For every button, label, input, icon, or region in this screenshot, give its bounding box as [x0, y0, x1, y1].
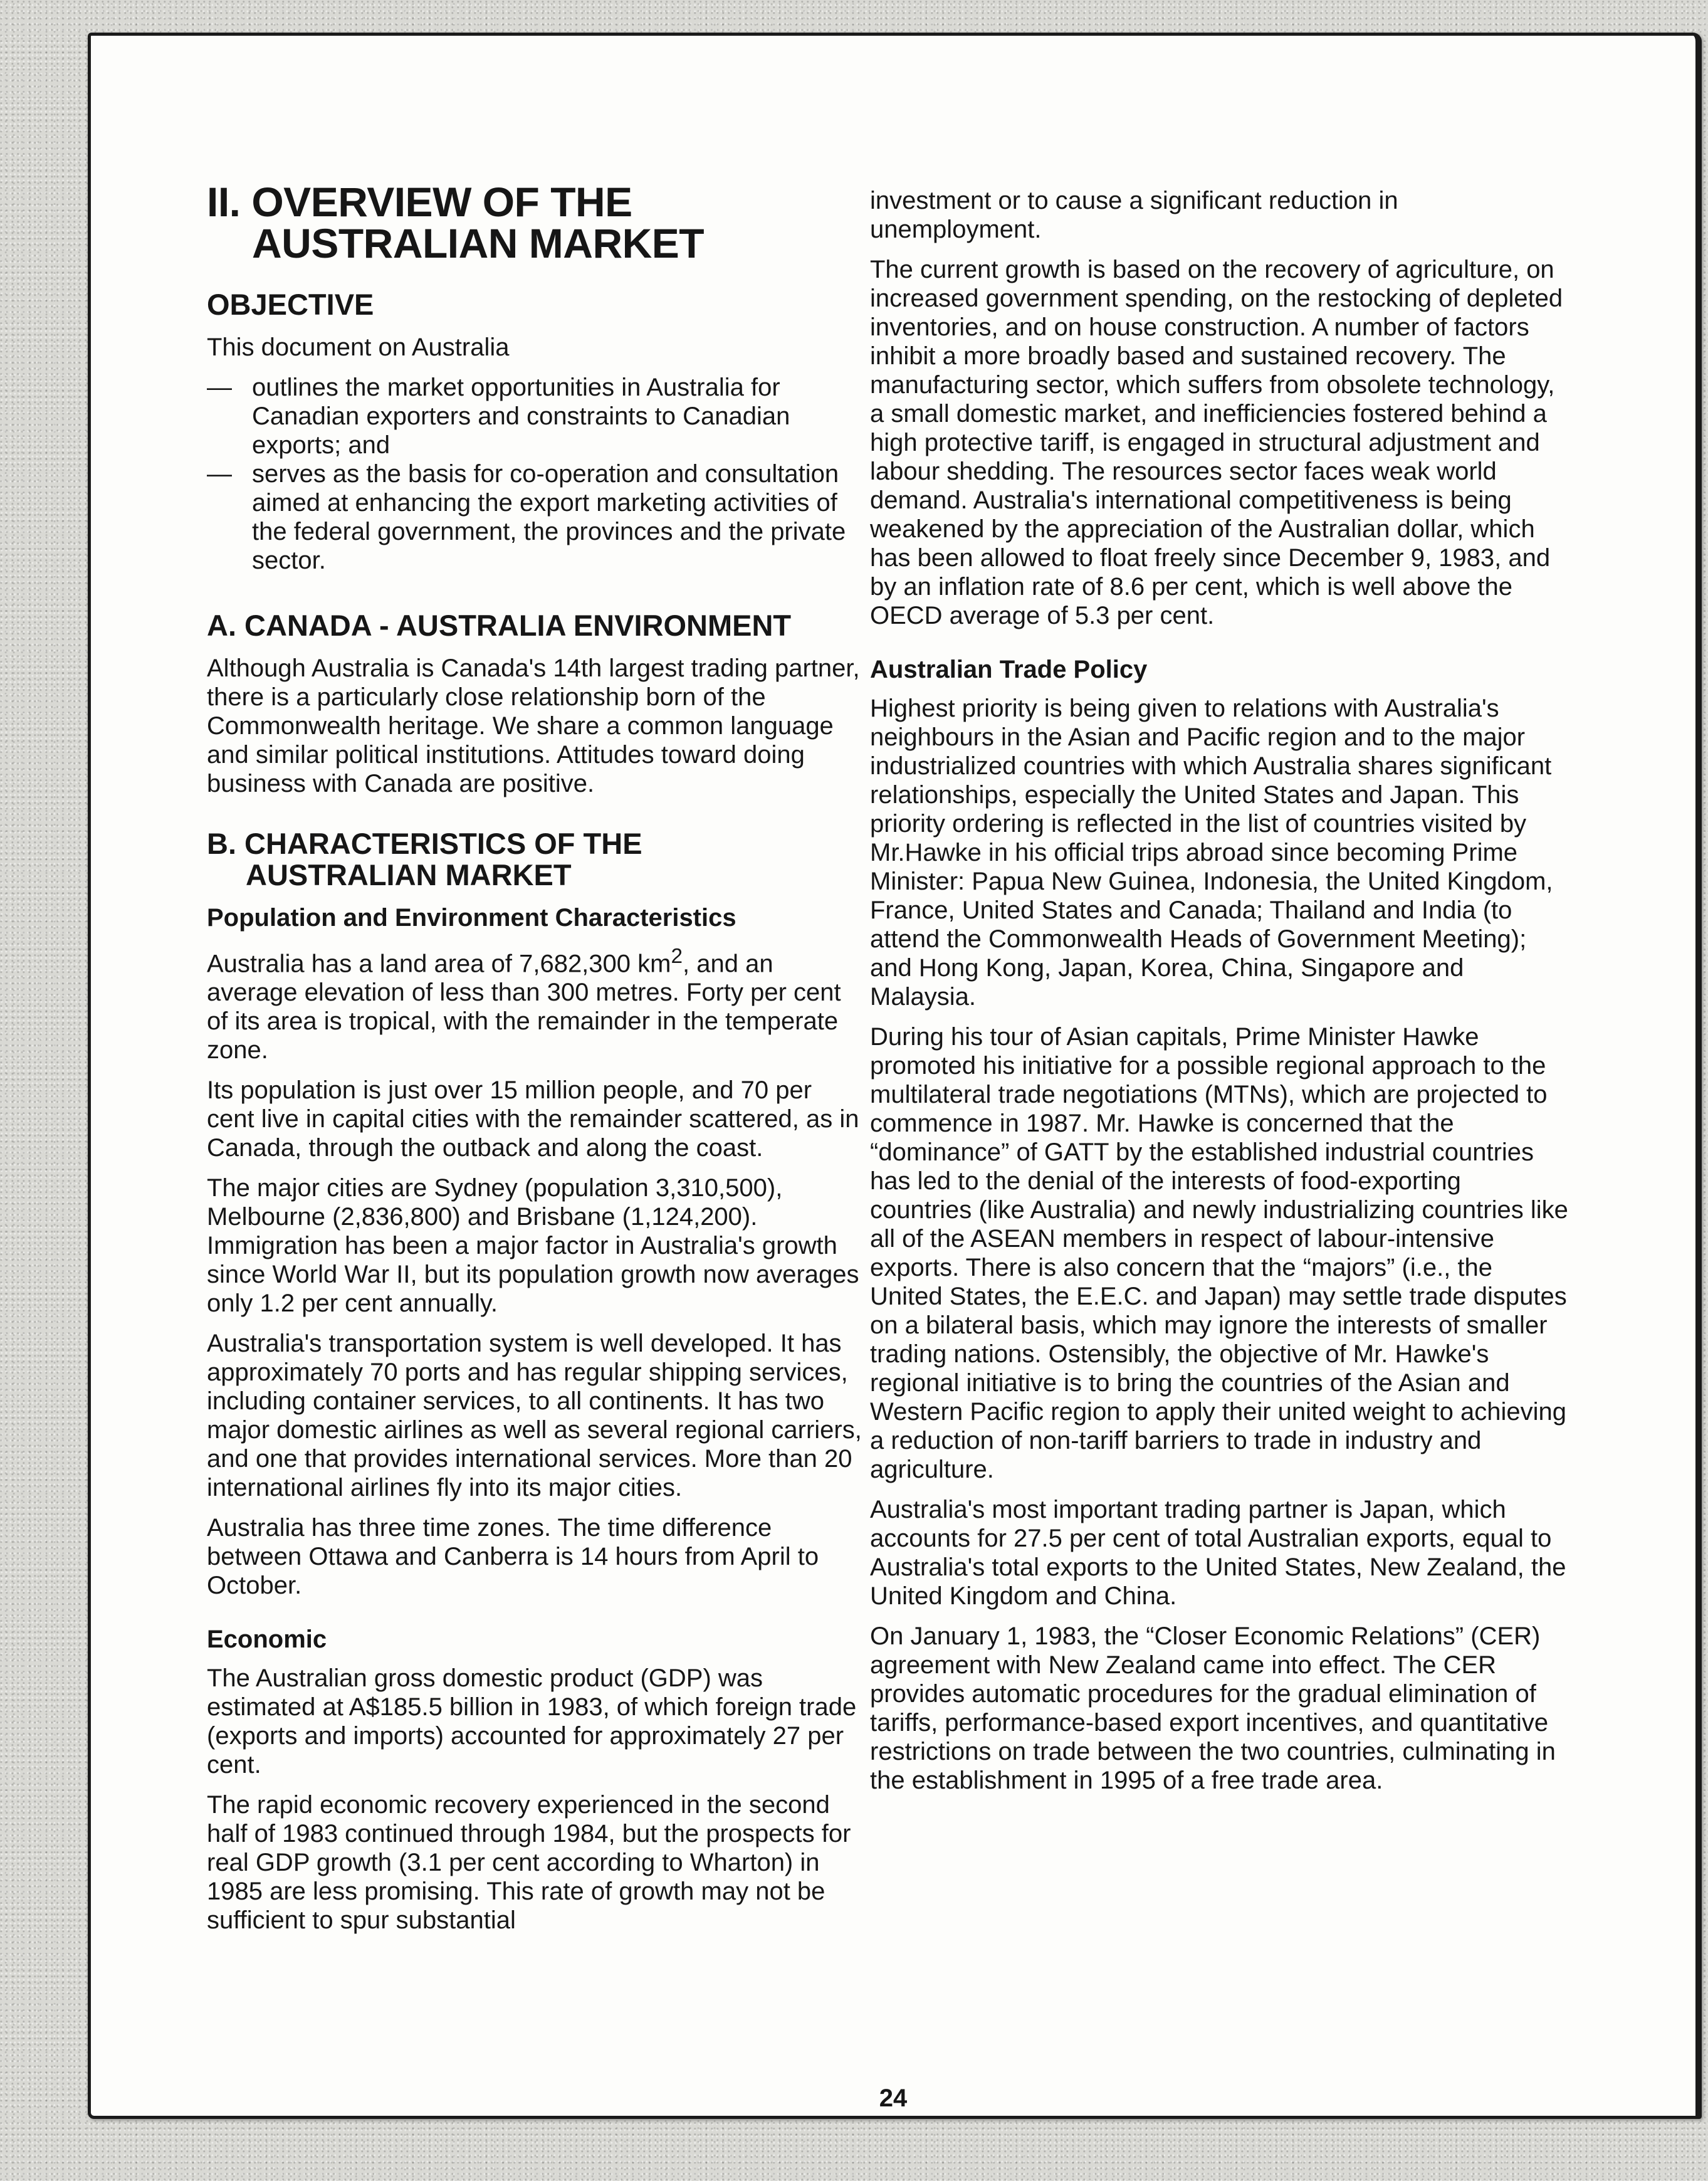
- right-column: [870, 186, 1569, 1806]
- economic-paragraph-3: The current growth is based on the recovery of agriculture, on increased government spending, on the restocking of depleted inventories, and on house construction. A number of factors inhibit a more broadly based and sustained recovery. The manufacturing sector, which suffers from obsolete technology, a small domestic market, and inefficiencies fostered behind a high protective tariff, is engaged in structural adjustment and labour shedding. The resources sector faces weak world demand. Australia's international competitiveness is being weakened by the appreciation of the Australian dollar, which has been allowed to float freely since December 9, 1983, and by an inflation rate of 8.6 per cent, which is well above the OECD average of 5.3 per cent.: [870, 256, 1563, 629]
- population-paragraph-4: Australia's transportation system is well developed. It has approximately 70 ports and has regular shipping services, including container services, to all continents. It has two major domestic airlines as well as several regional carriers, and one that provides international services. More than 20 international airlines fly into its major cities.: [207, 1330, 862, 1502]
- objective-item-2: — serves as the basis for co-operation and consultation aimed at enhancing the export marketing activities of the federal government, the provinces and the private sector.: [207, 460, 865, 575]
- economic-heading: Economic: [207, 1626, 327, 1654]
- economic-paragraph-2: The rapid economic recovery experienced in the second half of 1983 continued through 1984, but the prospects for real GDP growth (3.1 per cent according to Wharton) in 1985 are less promising. This rate of growth may not be sufficient to spur substantial: [207, 1791, 851, 1935]
- trade-policy-paragraph-4: On January 1, 1983, the “Closer Economic Relations” (CER) agreement with New Zealand came into effect. The CER provides automatic procedures for the gradual elimination of tariffs, performance-based export incentives, and quantitative restrictions on trade between the two countries, culminating in the establishment in 1995 of a free trade area.: [870, 1622, 1556, 1794]
- objective-intro: This document on Australia: [207, 334, 510, 361]
- title-line-2: AUSTRALIAN MARKET: [252, 220, 705, 266]
- economic-paragraph-1: The Australian gross domestic product (GDP) was estimated at A$185.5 billion in 1983, of which foreign trade (exports and imports) accounted for approximately 27 per cent.: [207, 1664, 857, 1779]
- objective-list: [207, 373, 865, 575]
- population-p1-superscript: 2: [671, 945, 683, 968]
- title-line-1: II. OVERVIEW OF THE: [207, 179, 632, 225]
- population-heading: Population and Environment Characteristics: [207, 904, 736, 932]
- section-a-heading: A. CANADA - AUSTRALIA ENVIRONMENT: [207, 609, 792, 642]
- trade-policy-paragraph-2: During his tour of Asian capitals, Prime Minister Hawke promoted his initiative for a possible regional approach to the multilateral trade negotiations (MTNs), which are projected to commence in 1987. Mr. Hawke is concerned that the “dominance” of GATT by the established industrial countries has led to the denial of the interests of food-exporting countries (like Australia) and newly industrializing countries like all of the ASEAN members in respect of labour-intensive exports. There is also concern that the “majors” (i.e., the United States, the E.E.C. and Japan) may settle trade disputes on a bilateral basis, which may ignore the interests of smaller trading nations. Ostensibly, the objective of Mr. Hawke's regional initiative is to bring the countries of the Asian and Western Pacific region to apply their united weight to achieving a reduction of non-tariff barriers to trade in industry and agriculture.: [870, 1023, 1568, 1483]
- section-b-heading-line-2: AUSTRALIAN MARKET: [246, 858, 572, 891]
- trade-policy-paragraph-1: Highest priority is being given to relations with Australia's neighbours in the Asian and Pacific region and to the major industrialized countries with which Australia shares significant relationships, especially the United States and Japan. This priority ordering is reflected in the list of countries visited by Mr.Hawke in his official trips abroad since becoming Prime Minister: Papua New Guinea, Indonesia, the United Kingdom, France, United States and Canada; Thailand and India (to attend the Commonwealth Heads of Government Meeting); and Hong Kong, Japan, Korea, China, Singapore and Malaysia.: [870, 695, 1553, 1011]
- section-a-body: Although Australia is Canada's 14th largest trading partner, there is a particularly close relationship born of the Commonwealth heritage. We share a common language and similar political institutions. Attitudes toward doing business with Canada are positive.: [207, 654, 860, 797]
- population-paragraph-3: The major cities are Sydney (population 3,310,500), Melbourne (2,836,800) and Brisbane (1,124,200). Immigration has been a major factor in Australia's growth since World War II, but its population growth now averages only 1.2 per cent annually.: [207, 1174, 859, 1318]
- population-p1-text-cont: , and an average elevation of less than 300 metres. Forty per cent of its area is tropical, with the remainder in the temperate zone.: [207, 950, 841, 1064]
- section-b-heading-line-1: B. CHARACTERISTICS OF THE: [207, 827, 642, 860]
- objective-heading: OBJECTIVE: [207, 288, 374, 321]
- page-title: [207, 181, 865, 264]
- left-column: [207, 181, 865, 1946]
- population-paragraph-1: [207, 942, 865, 1064]
- page-number: 24: [879, 2084, 908, 2112]
- document-page: [88, 33, 1702, 2119]
- objective-item-1: — outlines the market opportunities in Australia for Canadian exporters and constraints to Canadian exports; and: [207, 373, 865, 460]
- population-p1-text: Australia has a land area of 7,682,300 km: [207, 950, 671, 978]
- population-paragraph-2: Its population is just over 15 million people, and 70 per cent live in capital cities with the remainder scattered, as in Canada, through the outback and along the coast.: [207, 1076, 859, 1162]
- trade-policy-heading: Australian Trade Policy: [870, 656, 1148, 683]
- population-paragraph-5: Australia has three time zones. The time difference between Ottawa and Canberra is 14 hours from April to October.: [207, 1514, 819, 1600]
- economic-paragraph-2-continued: investment or to cause a significant reduction in unemployment.: [870, 187, 1398, 243]
- section-b-heading: [207, 828, 865, 891]
- trade-policy-paragraph-3: Australia's most important trading partner is Japan, which accounts for 27.5 per cent of total Australian exports, equal to Australia's total exports to the United States, New Zealand, the United Kingdom and China.: [870, 1496, 1566, 1610]
